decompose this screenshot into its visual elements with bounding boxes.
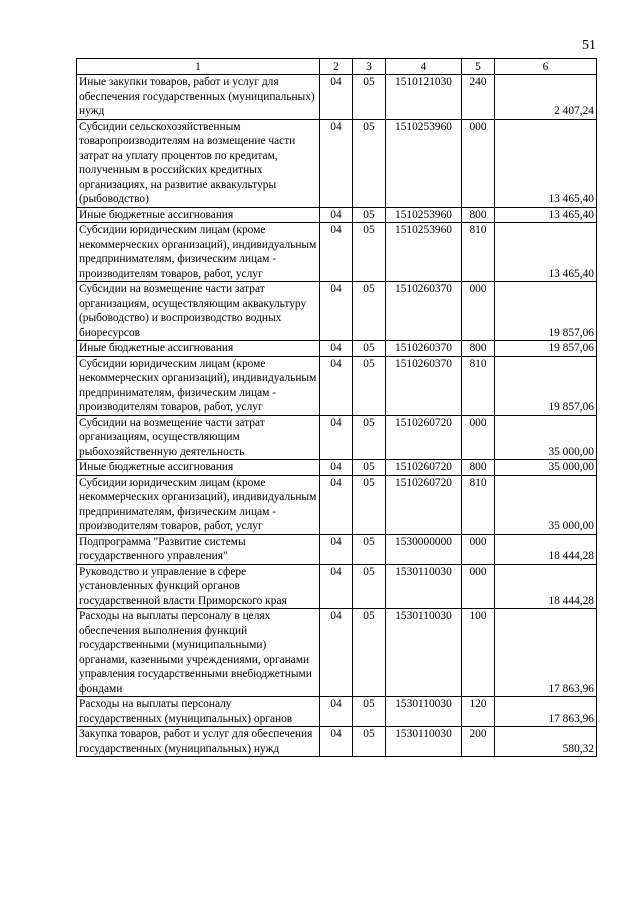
table-row (77, 119, 597, 207)
row-target-article: 1510260720 (386, 475, 462, 534)
row-section: 04 (320, 119, 353, 207)
row-description: Подпрограмма "Развитие системы государственного управления" (77, 534, 320, 564)
row-amount: 35 000,00 (495, 415, 597, 460)
row-expense-type: 810 (462, 475, 495, 534)
row-subsection: 05 (353, 609, 386, 697)
row-expense-type: 240 (462, 75, 495, 120)
row-amount: 19 857,06 (495, 282, 597, 341)
table-row (77, 609, 597, 697)
row-expense-type: 000 (462, 534, 495, 564)
row-expense-type: 000 (462, 119, 495, 207)
row-target-article: 1510253960 (386, 223, 462, 282)
table-row (77, 534, 597, 564)
row-section: 04 (320, 282, 353, 341)
row-expense-type: 810 (462, 223, 495, 282)
row-description: Руководство и управление в сфере установленных функций органов государственной власти Приморского края (77, 564, 320, 609)
row-target-article: 1510260720 (386, 460, 462, 476)
row-subsection: 05 (353, 207, 386, 223)
table-row (77, 460, 597, 476)
row-target-article: 1510260370 (386, 282, 462, 341)
row-description: Субсидии на возмещение части затрат организациям, осуществляющим рыбохозяйственную деятельность (77, 415, 320, 460)
header-col-3: 3 (353, 59, 386, 75)
row-expense-type: 100 (462, 609, 495, 697)
row-section: 04 (320, 609, 353, 697)
table-row (77, 207, 597, 223)
row-amount: 18 444,28 (495, 534, 597, 564)
row-expense-type: 120 (462, 697, 495, 727)
table-row (77, 223, 597, 282)
row-amount: 580,32 (495, 727, 597, 757)
table-row (77, 341, 597, 357)
row-amount: 35 000,00 (495, 475, 597, 534)
row-amount: 17 863,96 (495, 609, 597, 697)
row-description: Иные бюджетные ассигнования (77, 207, 320, 223)
row-description: Расходы на выплаты персоналу в целях обеспечения выполнения функций государственными (муниципальными) органами, казенными учреждениями, органами управления государственными внебюджетными фондами (77, 609, 320, 697)
row-subsection: 05 (353, 460, 386, 476)
header-col-5: 5 (462, 59, 495, 75)
table-header-row (77, 59, 597, 75)
row-amount: 19 857,06 (495, 356, 597, 415)
row-section: 04 (320, 207, 353, 223)
row-section: 04 (320, 534, 353, 564)
row-amount: 35 000,00 (495, 460, 597, 476)
row-amount: 2 407,24 (495, 75, 597, 120)
row-target-article: 1530000000 (386, 534, 462, 564)
row-description: Субсидии юридическим лицам (кроме некоммерческих организаций), индивидуальным предпринимателям, физическим лицам - производителям товаров, работ, услуг (77, 356, 320, 415)
row-section: 04 (320, 223, 353, 282)
row-expense-type: 800 (462, 207, 495, 223)
row-expense-type: 000 (462, 415, 495, 460)
row-subsection: 05 (353, 341, 386, 357)
row-amount: 18 444,28 (495, 564, 597, 609)
row-target-article: 1510260720 (386, 415, 462, 460)
row-section: 04 (320, 341, 353, 357)
table-row (77, 564, 597, 609)
row-subsection: 05 (353, 697, 386, 727)
row-section: 04 (320, 75, 353, 120)
row-subsection: 05 (353, 534, 386, 564)
row-target-article: 1530110030 (386, 727, 462, 757)
row-amount: 13 465,40 (495, 223, 597, 282)
row-target-article: 1530110030 (386, 609, 462, 697)
row-target-article: 1510121030 (386, 75, 462, 120)
row-expense-type: 810 (462, 356, 495, 415)
row-expense-type: 800 (462, 341, 495, 357)
table-row (77, 282, 597, 341)
row-target-article: 1510260370 (386, 356, 462, 415)
table-row (77, 697, 597, 727)
row-description: Иные бюджетные ассигнования (77, 460, 320, 476)
row-subsection: 05 (353, 119, 386, 207)
row-amount: 13 465,40 (495, 207, 597, 223)
row-description: Субсидии юридическим лицам (кроме некоммерческих организаций), индивидуальным предпринимателям, физическим лицам - производителям товаров, работ, услуг (77, 475, 320, 534)
row-description: Субсидии сельскохозяйственным товаропроизводителям на возмещение части затрат на уплату процентов по кредитам, полученным в российских кредитных организациях, на развитие аквакультуры (рыбоводство) (77, 119, 320, 207)
row-section: 04 (320, 475, 353, 534)
row-section: 04 (320, 727, 353, 757)
row-section: 04 (320, 415, 353, 460)
row-amount: 17 863,96 (495, 697, 597, 727)
row-target-article: 1510253960 (386, 119, 462, 207)
page-number: 51 (582, 38, 596, 53)
row-section: 04 (320, 697, 353, 727)
row-section: 04 (320, 356, 353, 415)
row-target-article: 1530110030 (386, 564, 462, 609)
row-target-article: 1530110030 (386, 697, 462, 727)
row-subsection: 05 (353, 282, 386, 341)
row-subsection: 05 (353, 75, 386, 120)
row-section: 04 (320, 460, 353, 476)
row-subsection: 05 (353, 727, 386, 757)
row-subsection: 05 (353, 356, 386, 415)
row-section: 04 (320, 564, 353, 609)
header-col-4: 4 (386, 59, 462, 75)
row-description: Субсидии на возмещение части затрат организациям, осуществляющим аквакультуру (рыбоводство) и воспроизводство водных биоресурсов (77, 282, 320, 341)
row-target-article: 1510260370 (386, 341, 462, 357)
row-amount: 19 857,06 (495, 341, 597, 357)
row-description: Иные закупки товаров, работ и услуг для обеспечения государственных (муниципальных) нужд (77, 75, 320, 120)
budget-table (76, 58, 597, 757)
header-col-2: 2 (320, 59, 353, 75)
row-expense-type: 800 (462, 460, 495, 476)
row-description: Закупка товаров, работ и услуг для обеспечения государственных (муниципальных) нужд (77, 727, 320, 757)
table-row (77, 475, 597, 534)
row-subsection: 05 (353, 415, 386, 460)
row-subsection: 05 (353, 475, 386, 534)
row-subsection: 05 (353, 223, 386, 282)
table-row (77, 727, 597, 757)
row-description: Иные бюджетные ассигнования (77, 341, 320, 357)
row-expense-type: 000 (462, 564, 495, 609)
table-row (77, 415, 597, 460)
table-row (77, 75, 597, 120)
row-subsection: 05 (353, 564, 386, 609)
row-target-article: 1510253960 (386, 207, 462, 223)
row-amount: 13 465,40 (495, 119, 597, 207)
row-description: Субсидии юридическим лицам (кроме некоммерческих организаций), индивидуальным предпринимателям, физическим лицам - производителям товаров, работ, услуг (77, 223, 320, 282)
row-expense-type: 200 (462, 727, 495, 757)
table-row (77, 356, 597, 415)
row-expense-type: 000 (462, 282, 495, 341)
row-description: Расходы на выплаты персоналу государственных (муниципальных) органов (77, 697, 320, 727)
header-col-1: 1 (77, 59, 320, 75)
header-col-6: 6 (495, 59, 597, 75)
